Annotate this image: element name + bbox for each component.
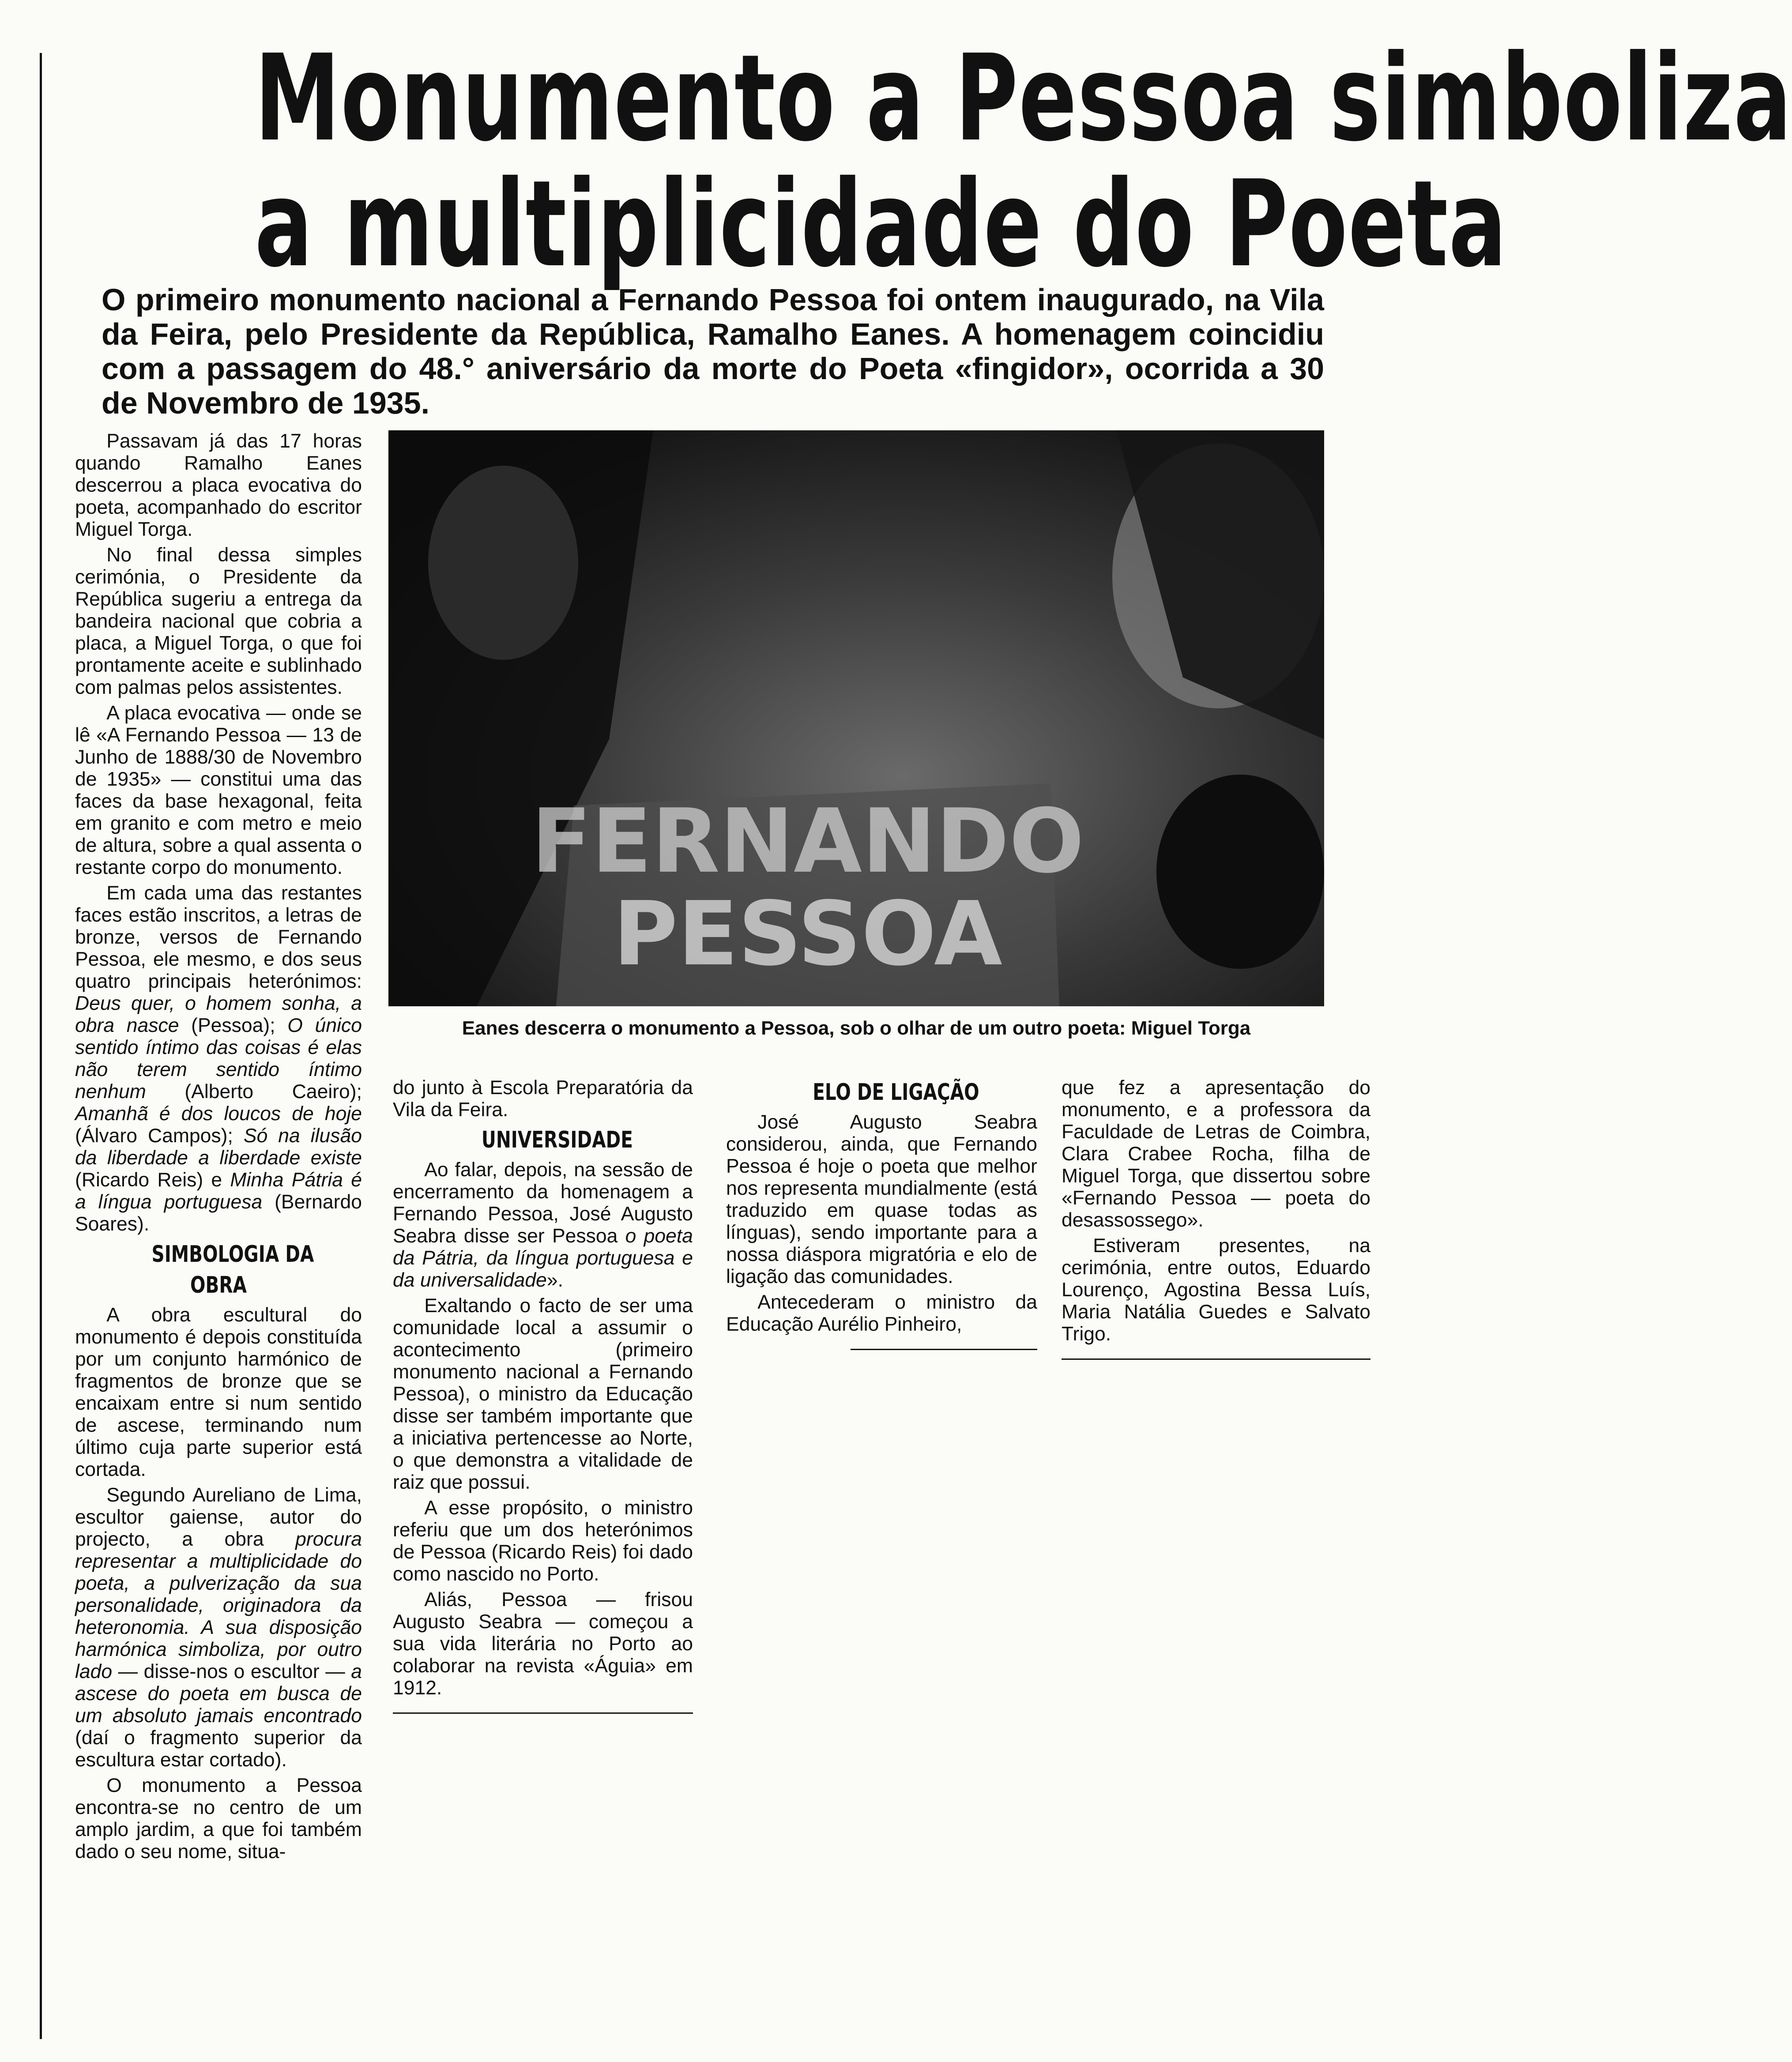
subhead-elo-de-ligacao: ELO DE LIGAÇÃO — [813, 1079, 979, 1106]
paragraph: Exaltando o facto de ser uma comunidade local a assumir o acontecimento (primeiro monumento nacional a Fernando Pessoa), o ministro da Educação disse ser também importante que a iniciativa pertencesse ao Norte, o que demonstra a vitalidade de raiz que possui. — [393, 1295, 693, 1493]
paragraph: José Augusto Seabra considerou, ainda, que Fernando Pessoa é hoje o poeta que melhor nos representa mundialmente (está traduzido em quase todas as línguas), sendo importante para a nossa diáspora migratória e elo de ligação das comunidades. — [726, 1111, 1037, 1287]
photo-monument-unveiling — [388, 430, 1324, 1006]
article-column-3 — [726, 1077, 1037, 1350]
paragraph: do junto à Escola Preparatória da Vila da Feira. — [393, 1077, 693, 1121]
subhead-simbologia: SIMBOLOGIA DA OBRA — [151, 1241, 314, 1298]
headline-line-1: Monumento a Pessoa simboliza — [255, 29, 1792, 168]
subhead-universidade: UNIVERSIDADE — [481, 1127, 633, 1153]
paragraph-quote: Segundo Aureliano de Lima, escultor gaiense, autor do projecto, a obra procura representar a multiplicidade do poeta, a pulverização da sua personalidade, originadora da heteronomia. A sua disposição harmónica simboliza, por outro lado — disse-nos o escultor — a ascese do poeta em busca de um absoluto jamais encontrado (daí o fragmento superior da escultura estar cortado). — [75, 1484, 362, 1771]
paragraph: A placa evocativa — onde se lê «A Fernando Pessoa — 13 de Junho de 1888/30 de Novembro de 1935» — constitui uma das faces da base hexagonal, feita em granito e com metro e meio de altura, sobre a qual assenta o restante corpo do monumento. — [75, 702, 362, 878]
headline — [255, 29, 1792, 293]
article-column-1 — [75, 430, 362, 1866]
end-rule — [393, 1712, 693, 1714]
photo-caption: Eanes descerra o monumento a Pessoa, sob o olhar de um outro poeta: Miguel Torga — [462, 1017, 1251, 1039]
photo-image — [388, 430, 1324, 1006]
paragraph: Passavam já das 17 horas quando Ramalho Eanes descerrou a placa evocativa do poeta, acompanhado do escritor Miguel Torga. — [75, 430, 362, 540]
end-rule — [1062, 1358, 1370, 1360]
paragraph: que fez a apresentação do monumento, e a professora da Faculdade de Letras de Coimbra, Clara Crabee Rocha, filha de Miguel Torga, que dissertou sobre «Fernando Pessoa — poeta do desassossego». — [1062, 1077, 1370, 1231]
paragraph: No final dessa simples cerimónia, o Presidente da República sugeriu a entrega da bandeira nacional que cobria a placa, a Miguel Torga, o que foi prontamente aceite e sublinhado com palmas pelos assistentes. — [75, 544, 362, 698]
end-rule — [851, 1349, 1037, 1350]
article-column-4 — [1062, 1077, 1370, 1360]
paragraph: Antecederam o ministro da Educação Aurélio Pinheiro, — [726, 1291, 1037, 1335]
article-column-2 — [393, 1077, 693, 1714]
paragraph: A obra escultural do monumento é depois constituída por um conjunto harmónico de fragmentos de bronze que se encaixam entre si num sentido de ascese, terminando num último cuja parte superior está cortada. — [75, 1304, 362, 1480]
lead-paragraph: O primeiro monumento nacional a Fernando Pessoa foi ontem inaugurado, na Vila da Feira, pelo Presidente da República, Ramalho Eanes. A homenagem coincidiu com a passagem do 48.° aniversário da morte do Poeta «fingidor», ocorrida a 30 de Novembro de 1935. — [102, 282, 1324, 420]
paragraph: O monumento a Pessoa encontra-se no centro de um amplo jardim, a que foi também dado o seu nome, situa- — [75, 1775, 362, 1863]
paragraph-quote: Ao falar, depois, na sessão de encerramento da homenagem a Fernando Pessoa, José Augusto Seabra disse ser Pessoa o poeta da Pátria, da língua portuguesa e da universalidade». — [393, 1159, 693, 1291]
plaque-text-line-1: FERNANDO — [531, 790, 1084, 893]
paragraph: Estiveram presentes, na cerimónia, entre outos, Eduardo Lourenço, Agostina Bessa Luís, Maria Natália Guedes e Salvato Trigo. — [1062, 1235, 1370, 1345]
plaque-text-line-2: PESSOA — [613, 883, 1002, 986]
paragraph: A esse propósito, o ministro referiu que um dos heterónimos de Pessoa (Ricardo Reis) foi dado como nascido no Porto. — [393, 1497, 693, 1585]
left-column-rule — [40, 53, 42, 2039]
paragraph-verses: Em cada uma das restantes faces estão inscritos, a letras de bronze, versos de Fernando Pessoa, ele mesmo, e dos seus quatro principais heterónimos: Deus quer, o homem sonha, a obra nasce (Pessoa); O único sentido íntimo das coisas é elas não terem sentido íntimo nenhum (Alberto Caeiro); Amanhã é dos loucos de hoje (Álvaro Campos); Só na ilusão da liberdade a liberdade existe (Ricardo Reis) e Minha Pátria é a língua portuguesa (Bernardo Soares). — [75, 882, 362, 1235]
paragraph: Aliás, Pessoa — frisou Augusto Seabra — começou a sua vida literária no Porto ao colaborar na revista «Águia» em 1912. — [393, 1589, 693, 1699]
headline-line-2: a multiplicidade do Poeta — [255, 154, 1507, 293]
